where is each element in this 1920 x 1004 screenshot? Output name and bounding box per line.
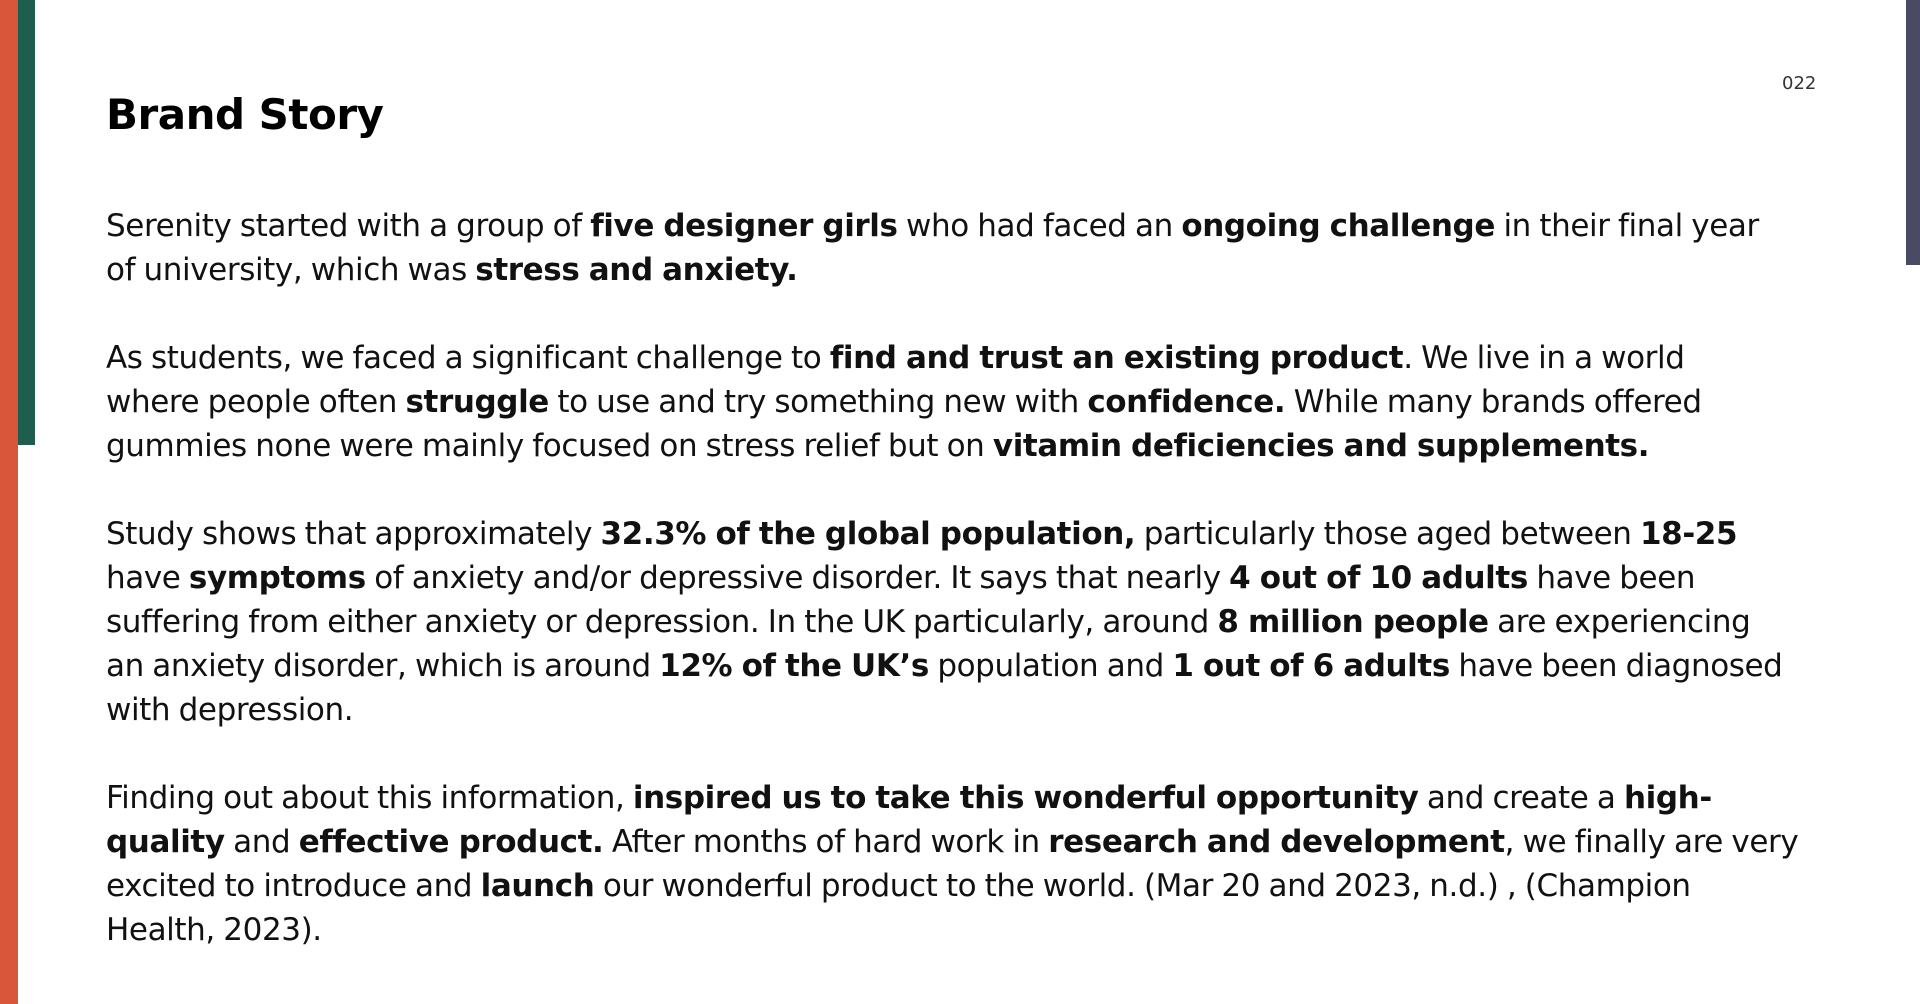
bold-run: stress and anxiety. bbox=[475, 252, 798, 288]
bold-run: 32.3% of the global population, bbox=[600, 516, 1136, 552]
text-line bbox=[106, 820, 1816, 864]
right-slate-stripe bbox=[1906, 0, 1920, 265]
slide-title: Brand Story bbox=[106, 90, 384, 139]
bold-run: five designer girls bbox=[590, 208, 898, 244]
bold-run: effective product. bbox=[298, 824, 604, 860]
text-line bbox=[106, 380, 1816, 424]
text-run: Serenity started with a group of bbox=[106, 208, 591, 244]
bold-run: 12% of the UK’s bbox=[659, 648, 929, 684]
text-run: particularly those aged between bbox=[1135, 516, 1640, 552]
text-run: After months of hard work in bbox=[603, 824, 1049, 860]
text-run: population and bbox=[928, 648, 1173, 684]
text-run: Finding out about this information, bbox=[106, 780, 633, 816]
text-line bbox=[106, 600, 1816, 644]
text-line bbox=[106, 864, 1816, 908]
text-line bbox=[106, 908, 1816, 952]
text-line bbox=[106, 644, 1816, 688]
text-run: have been diagnosed bbox=[1449, 648, 1783, 684]
text-line bbox=[106, 248, 1816, 292]
text-run: of university, which was bbox=[106, 252, 476, 288]
bold-run: 8 million people bbox=[1217, 604, 1489, 640]
paragraph-origin bbox=[106, 204, 1816, 292]
text-line bbox=[106, 688, 1816, 732]
text-line bbox=[106, 424, 1816, 468]
text-run: our wonderful product to the world. (Mar 20 and 2023, n.d.) , (Champion bbox=[594, 868, 1691, 904]
paragraph-challenge bbox=[106, 336, 1816, 468]
bold-run: struggle bbox=[405, 384, 549, 420]
bold-run: symptoms bbox=[188, 560, 366, 596]
bold-run: find and trust an existing product bbox=[829, 340, 1404, 376]
text-run: where people often bbox=[106, 384, 406, 420]
bold-run: 18-25 bbox=[1640, 516, 1738, 552]
text-run: are experiencing bbox=[1488, 604, 1751, 640]
text-run: with depression. bbox=[106, 692, 354, 728]
bold-run: confidence. bbox=[1087, 384, 1286, 420]
bold-run: 1 out of 6 adults bbox=[1172, 648, 1450, 684]
text-run: an anxiety disorder, which is around bbox=[106, 648, 660, 684]
bold-run: research and development bbox=[1048, 824, 1505, 860]
text-run: As students, we faced a significant challenge to bbox=[106, 340, 830, 376]
text-run: . We live in a world bbox=[1403, 340, 1685, 376]
text-run: in their final year bbox=[1494, 208, 1759, 244]
text-run: and create a bbox=[1418, 780, 1624, 816]
text-run: Study shows that approximately bbox=[106, 516, 601, 552]
left-green-stripe bbox=[18, 0, 35, 445]
text-line bbox=[106, 556, 1816, 600]
text-run: suffering from either anxiety or depression. In the UK particularly, around bbox=[106, 604, 1218, 640]
bold-run: 4 out of 10 adults bbox=[1229, 560, 1528, 596]
text-run: While many brands offered bbox=[1285, 384, 1702, 420]
text-run: have been bbox=[1527, 560, 1696, 596]
text-line bbox=[106, 776, 1816, 820]
body-text bbox=[106, 204, 1816, 996]
text-run: to use and try something new with bbox=[548, 384, 1088, 420]
text-run: gummies none were mainly focused on stress relief but on bbox=[106, 428, 993, 464]
bold-run: high- bbox=[1623, 780, 1712, 816]
text-run: have bbox=[106, 560, 189, 596]
text-run: excited to introduce and bbox=[106, 868, 481, 904]
text-line bbox=[106, 336, 1816, 380]
left-orange-stripe bbox=[0, 0, 18, 1004]
text-run: Health, 2023). bbox=[106, 912, 322, 948]
text-run: who had faced an bbox=[897, 208, 1182, 244]
text-line bbox=[106, 204, 1816, 248]
bold-run: ongoing challenge bbox=[1181, 208, 1495, 244]
page-number: 022 bbox=[1782, 73, 1817, 94]
bold-run: inspired us to take this wonderful opportunity bbox=[632, 780, 1419, 816]
text-line bbox=[106, 512, 1816, 556]
bold-run: launch bbox=[480, 868, 595, 904]
paragraph-statistics bbox=[106, 512, 1816, 732]
text-run: and bbox=[224, 824, 299, 860]
text-run: , we finally are very bbox=[1504, 824, 1799, 860]
bold-run: vitamin deficiencies and supplements. bbox=[992, 428, 1650, 464]
paragraph-launch bbox=[106, 776, 1816, 952]
text-run: of anxiety and/or depressive disorder. It says that nearly bbox=[365, 560, 1230, 596]
bold-run: quality bbox=[106, 824, 225, 860]
